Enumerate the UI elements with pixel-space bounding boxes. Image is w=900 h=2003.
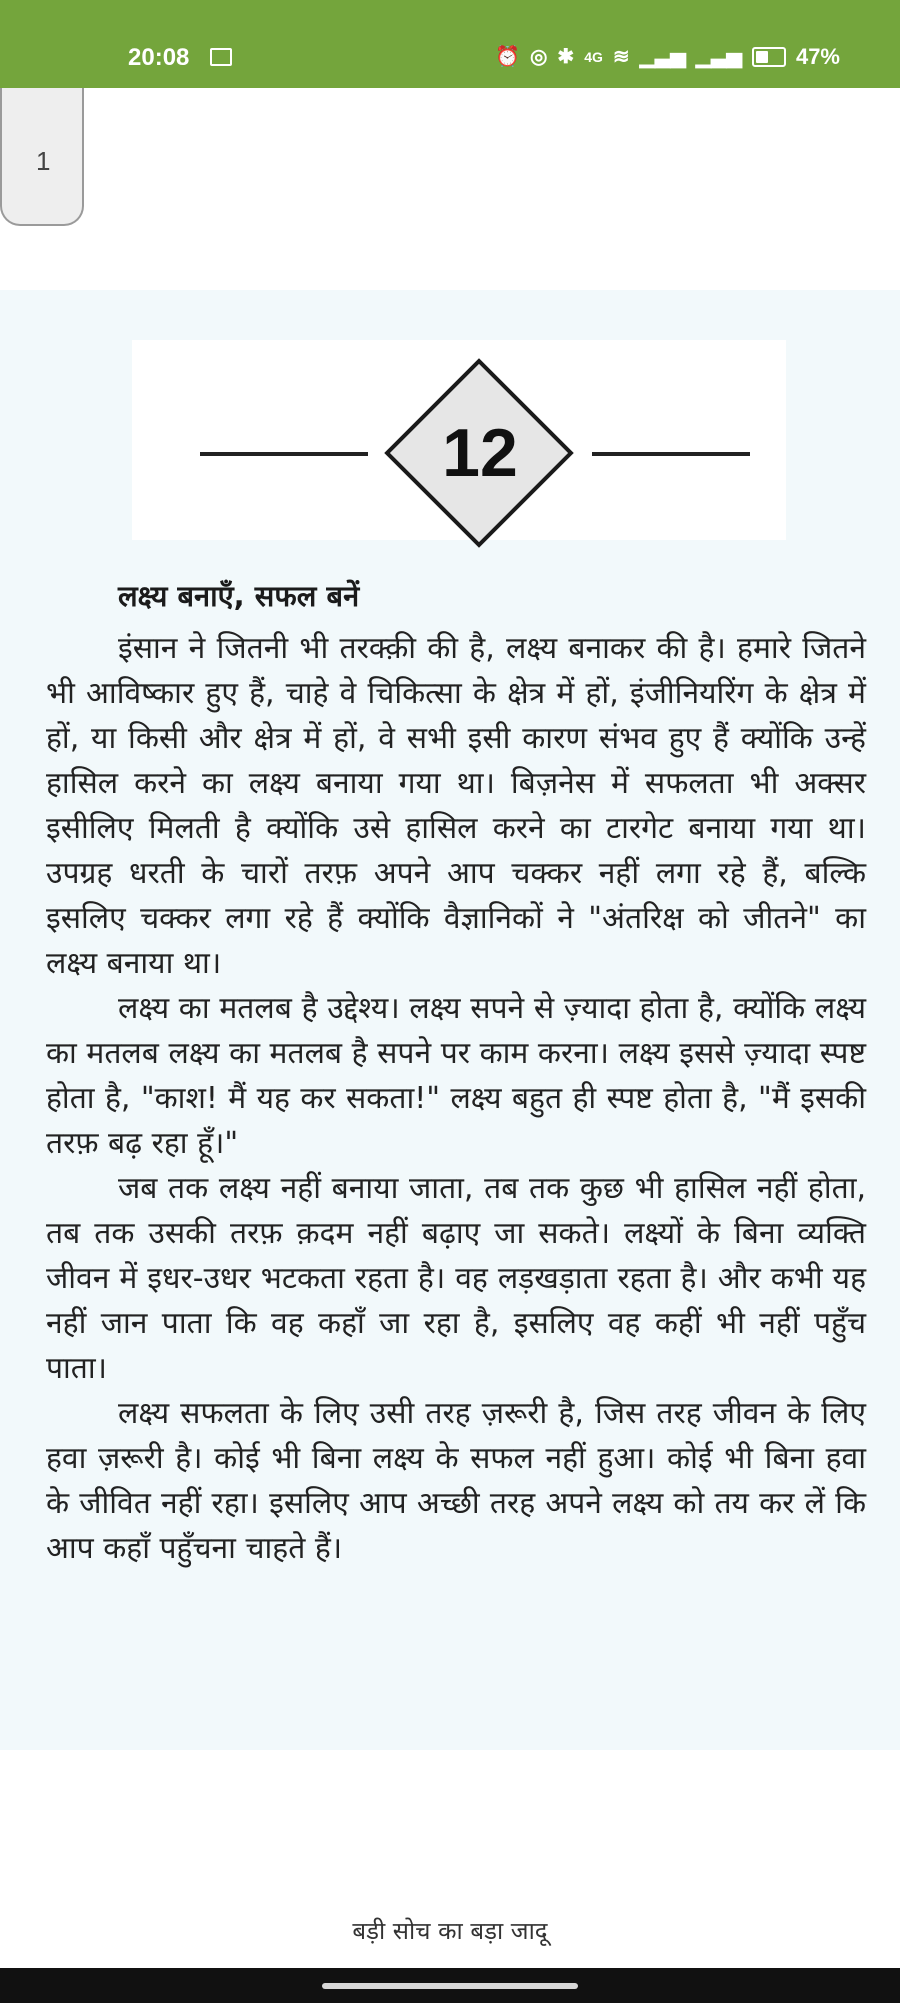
paragraph-4: लक्ष्य सफलता के लिए उसी तरह ज़रूरी है, जिस तरह जीवन के लिए हवा ज़रूरी है। कोई भी बिना लक्ष्य के सफल नहीं हुआ। कोई भी बिना हवा के जीवित नहीं रहा। इसलिए आप अच्छी तरह अपने लक्ष्य को तय कर लें कि आप कहाँ पहुँचना चाहते हैं।: [46, 1396, 866, 1566]
page-number-label: 1: [36, 146, 51, 176]
hotspot-icon: ◎: [529, 46, 548, 68]
book-footer-title: बड़ी सोच का बड़ा जादू: [352, 1917, 548, 1945]
chapter-title: लक्ष्य बनाएँ, सफल बनें: [118, 579, 360, 613]
signal-icon-1: ▁▃▅: [639, 46, 686, 68]
chapter-line-left: [200, 452, 368, 456]
alarm-icon: ⏰: [495, 46, 520, 68]
paragraph-3: जब तक लक्ष्य नहीं बनाया जाता, तब तक कुछ भी हासिल नहीं होता, तब तक उसकी तरफ़ क़दम नहीं बढ़ाए जा सकते। लक्ष्यों के बिना व्यक्ति जीवन में इधर-उधर भटकता रहता है। वह लड़खड़ाता रहता है। और कभी यह नहीं जान पाता कि वह कहाँ जा रहा है, इसलिए वह कहीं भी नहीं पहुँच पाता।: [46, 1171, 866, 1386]
battery-fill: [756, 51, 768, 63]
chapter-line-right: [592, 452, 750, 456]
battery-percent: 47%: [795, 44, 840, 69]
paragraph-1: इंसान ने जितनी भी तरक्क़ी की है, लक्ष्य बनाकर की है। हमारे जितने भी आविष्कार हुए हैं, चाहे वे चिकित्सा के क्षेत्र में हों, इंजीनियरिंग के क्षेत्र में हों, या किसी और क्षेत्र में हों, वे सभी इसी कारण संभव हुए हैं क्योंकि उन्हें हासिल करने का लक्ष्य बनाया गया था। बिज़नेस में सफलता भी अक्सर इसीलिए मिलती है क्योंकि उसे हासिल करने का टारगेट बनाया गया था। उपग्रह धरती के चारों तरफ़ अपने आप चक्कर नहीं लगा रहे हैं, बल्कि इसलिए चक्कर लगा रहे हैं क्योंकि वैज्ञानिकों ने "अंतरिक्ष को जीतने" का लक्ष्य बनाया था।: [46, 631, 866, 981]
wifi-icon: ≋: [612, 46, 630, 68]
home-gesture-handle[interactable]: [322, 1983, 578, 1989]
chapter-number: 12: [442, 415, 518, 491]
bluetooth-icon: ✱: [557, 46, 575, 68]
battery-icon: [752, 47, 786, 67]
message-icon: [210, 48, 232, 66]
paragraph-2: लक्ष्य का मतलब है उद्देश्य। लक्ष्य सपने से ज़्यादा होता है, क्योंकि लक्ष्य का मतलब लक्ष्य का मतलब है सपने पर काम करना। लक्ष्य इससे ज़्यादा स्पष्ट होता है, "काश! मैं यह कर सकता!" लक्ष्य बहुत ही स्पष्ट होता है, "मैं इसकी तरफ़ बढ़ रहा हूँ।": [46, 991, 866, 1161]
network-type-label: 4G: [584, 49, 603, 65]
page-number-tab[interactable]: [0, 88, 84, 226]
status-time: 20:08: [128, 44, 190, 71]
status-bar: [0, 0, 900, 88]
chapter-body: [46, 626, 866, 1571]
status-icons: [495, 44, 840, 70]
signal-icon-2: ▁▃▅: [695, 46, 742, 68]
